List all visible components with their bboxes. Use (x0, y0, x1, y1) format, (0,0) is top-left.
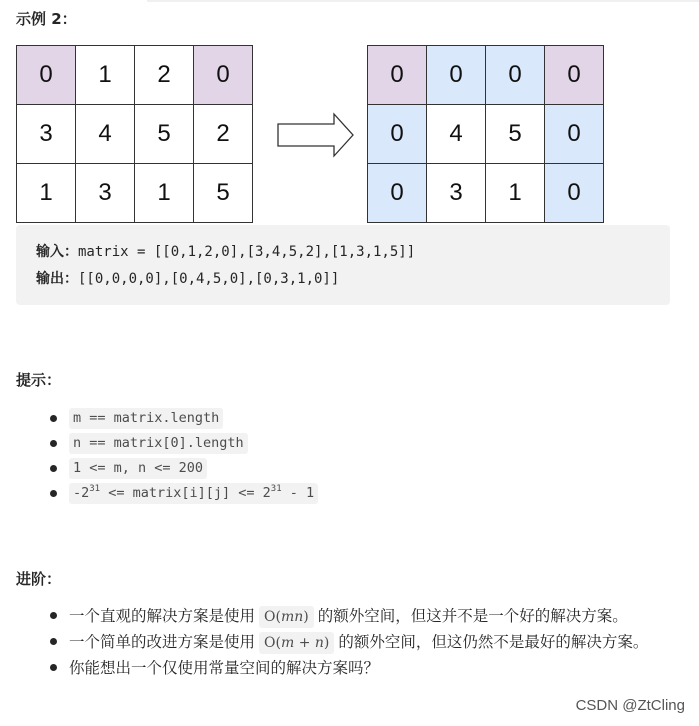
advanced-list (16, 604, 686, 680)
value-middle: <= matrix[i][j] <= 2 (100, 485, 271, 501)
complexity-code (259, 632, 334, 654)
output-line (36, 266, 670, 293)
example-title: 示例 2： (16, 10, 77, 28)
complexity-plus: + (294, 635, 315, 651)
matrix-cell: 0 (545, 105, 604, 164)
matrix-row (368, 164, 604, 223)
matrix-cell: 0 (17, 46, 76, 105)
output-matrix (367, 45, 604, 223)
matrix-row (368, 105, 604, 164)
item-text: 你能想出一个仅使用常量空间的解决方案吗？ (69, 659, 380, 677)
complexity-code (259, 606, 314, 628)
matrix-cell: 5 (194, 164, 253, 223)
matrix-row (368, 46, 604, 105)
item-text: 一个直观的解决方案是使用 (69, 607, 256, 625)
input-label: 输入： (36, 244, 78, 260)
matrix-cell: 5 (135, 105, 194, 164)
complexity-var: m (280, 635, 295, 651)
complexity-var: n (314, 635, 324, 651)
matrix-cell: 2 (135, 46, 194, 105)
value-suffix: - 1 (281, 485, 315, 501)
watermark: CSDN @ZtCling (575, 697, 685, 714)
constraint-code: n == matrix[0].length (69, 433, 248, 454)
input-line (36, 239, 670, 266)
matrix-cell: 0 (194, 46, 253, 105)
matrix-cell: 3 (427, 164, 486, 223)
item-text: 的额外空间，但这并不是一个好的解决方案。 (317, 607, 628, 625)
output-label: 输出： (36, 271, 78, 287)
matrix-cell: 0 (486, 46, 545, 105)
advanced-title: 进阶： (16, 570, 62, 588)
right-arrow-icon (276, 112, 356, 158)
matrix-row (17, 105, 253, 164)
matrix-row (17, 164, 253, 223)
matrix-row (17, 46, 253, 105)
list-item (16, 656, 686, 680)
matrix-cell: 5 (486, 105, 545, 164)
example-io-block (16, 225, 670, 305)
matrix-cell: 1 (486, 164, 545, 223)
list-item (16, 456, 318, 481)
complexity-var: mn (280, 609, 304, 625)
matrix-cell: 0 (545, 164, 604, 223)
item-text: 一个简单的改进方案是使用 (69, 633, 256, 651)
exponent: 31 (89, 484, 101, 494)
matrix-cell: 1 (76, 46, 135, 105)
constraint-code: m == matrix.length (69, 408, 223, 429)
matrix-cell: 3 (76, 164, 135, 223)
top-divider (147, 0, 699, 2)
item-text: 的额外空间，但这仍然不是最好的解决方案。 (338, 633, 649, 651)
hints-list (16, 406, 318, 506)
list-item (16, 431, 318, 456)
constraint-code: 1 <= m, n <= 200 (69, 458, 207, 479)
matrix-cell: 4 (76, 105, 135, 164)
output-value: [[0,0,0,0],[0,4,5,0],[0,3,1,0]] (78, 271, 340, 287)
matrix-cell: 0 (368, 46, 427, 105)
list-item (16, 406, 318, 431)
list-item (16, 604, 686, 628)
constraint-code (69, 483, 318, 504)
complexity-o: O( (264, 635, 281, 651)
input-matrix (16, 45, 253, 223)
matrix-cell: 0 (368, 105, 427, 164)
matrix-cell: 2 (194, 105, 253, 164)
matrix-cell: 4 (427, 105, 486, 164)
complexity-close: ) (303, 609, 309, 625)
list-item (16, 481, 318, 506)
matrix-cell: 0 (368, 164, 427, 223)
hints-title: 提示： (16, 371, 62, 389)
value-prefix: -2 (73, 485, 90, 501)
matrix-cell: 0 (427, 46, 486, 105)
complexity-o: O( (264, 609, 281, 625)
list-item (16, 630, 686, 654)
matrix-cell: 1 (135, 164, 194, 223)
matrix-cell: 3 (17, 105, 76, 164)
matrix-cell: 0 (545, 46, 604, 105)
exponent: 31 (270, 484, 282, 494)
matrix-cell: 1 (17, 164, 76, 223)
input-value: matrix = [[0,1,2,0],[3,4,5,2],[1,3,1,5]] (78, 244, 416, 260)
complexity-close: ) (323, 635, 330, 651)
